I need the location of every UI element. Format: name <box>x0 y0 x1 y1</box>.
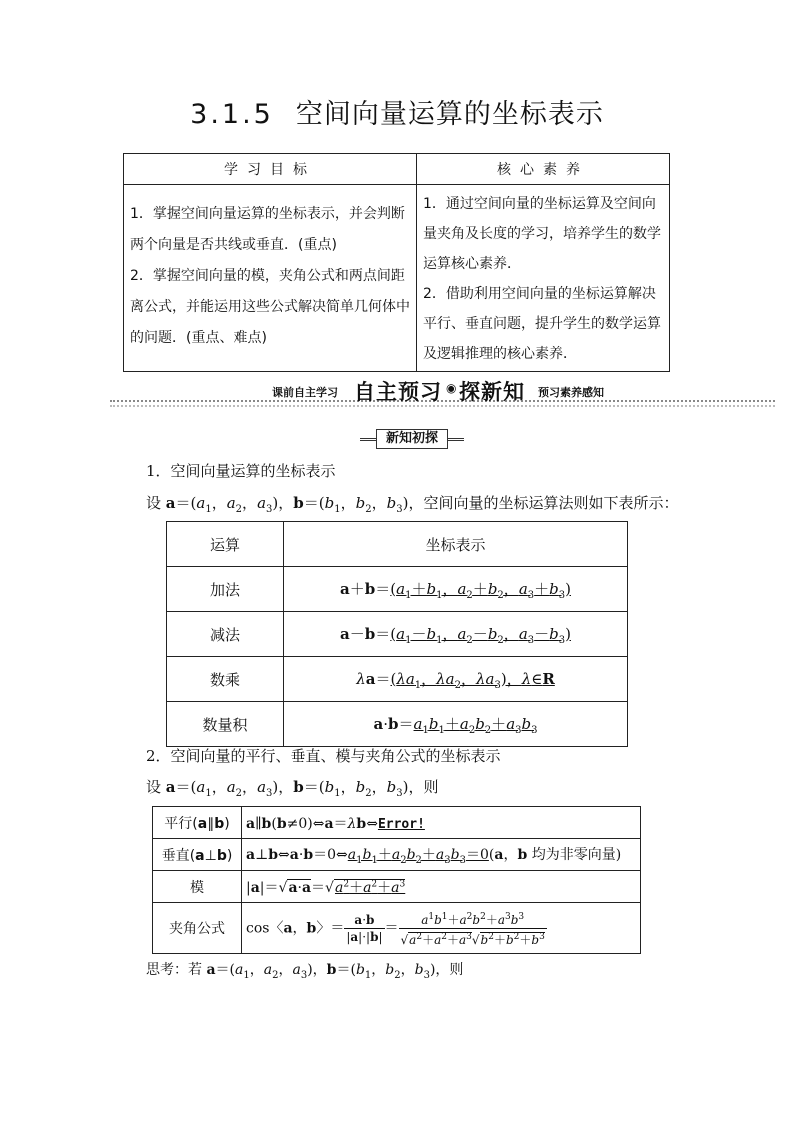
new-knowledge-tag: 新知初探 <box>360 429 464 449</box>
section-number: 3.1.5 <box>190 99 274 130</box>
ops-row-dot: 数量积 <box>167 702 284 747</box>
core-item: 2．借助利用空间向量的坐标运算解决平行、垂直问题，提升学生的数学运算及逻辑推理的核心素养． <box>423 286 661 362</box>
section-banner <box>110 376 775 406</box>
section1-intro: 设 $a=(a_1$，$a_2$，$a_3$)，$b=(b_1$，$b_2$，$b_3$)，空间向量的坐标运算法则如下表所示： <box>146 494 679 515</box>
think-label: 思考：若 <box>146 962 202 978</box>
banner-main-1: 自主预习 <box>354 380 442 404</box>
ops-add-formula: $a+b=(a_1+b_1$，$a_2+b_2$，$a_3+b_3$) <box>284 567 628 612</box>
operations-table <box>166 521 628 747</box>
page-title <box>0 92 794 131</box>
section2-intro-suffix: ，则 <box>408 778 439 796</box>
ops-scalar-formula: $\lambda a=(\lambda a_1$，$\lambda a_2$，$\lambda a_3$)，λ∈R <box>284 657 628 702</box>
ops-row-add: 加法 <box>167 567 284 612</box>
goal-item: 1．掌握空间向量运算的坐标表示，并会判断两个向量是否共线或垂直．(重点) <box>130 206 405 253</box>
goals-learning-cell <box>124 185 417 372</box>
goals-header-learning: 学习目标 <box>124 154 417 185</box>
section1-heading: 1．空间向量运算的坐标表示 <box>146 462 336 480</box>
ops-sub-formula: $a-b=(a_1-b_1$，$a_2-b_2$，$a_3-b_3$) <box>284 612 628 657</box>
section2-heading: 2．空间向量的平行、垂直、模与夹角公式的坐标表示 <box>146 747 501 765</box>
formula-row-perp: 垂直(a⊥b) <box>153 839 242 871</box>
think-line: 思考：若 $a=(a_1$，$a_2$，$a_3$)，$b=(b_1$，$b_2$，$b_3$)，则 <box>146 962 464 981</box>
ops-header-op: 运算 <box>167 522 284 567</box>
goal-item: 2．掌握空间向量的模，夹角公式和两点间距离公式，并能运用这些公式解决简单几何体中的问题．(重点、难点) <box>130 268 410 346</box>
ops-header-coord: 坐标表示 <box>284 522 628 567</box>
formula-row-parallel: 平行(a∥b) <box>153 807 242 839</box>
angle-formula: cos〈a，b〉＝ $\frac{a\cdot b}{|a|\cdot|b|}$ ＝ $\frac{a^1b^1+a^2b^2+a^3b^3}{√a^2+a^2+a^3√b^2+b^2+b^3}$ <box>242 903 641 954</box>
section-title: 空间向量运算的坐标表示 <box>295 99 604 130</box>
error-text: Error! <box>377 816 425 832</box>
formula-table <box>152 806 641 954</box>
perp-formula: $a\perp b\Leftrightarrow a\cdot b=0\Leftrightarrow a_1b_1+a_2b_2+a_3b_3=0(a$，b 均为非零向量) <box>242 839 641 871</box>
formula-row-modulus: 模 <box>153 871 242 903</box>
goals-header-core: 核心素养 <box>417 154 670 185</box>
parallel-formula: a∥b(b≠0)⇔a＝λb⇔Error! <box>242 807 641 839</box>
ops-dot-formula: $a\cdot b=a_1b_1+a_2b_2+a_3b_3$ <box>284 702 628 747</box>
banner-right-text: 预习素养感知 <box>538 386 604 399</box>
goals-table <box>123 153 670 372</box>
section2-intro: 设 $a=(a_1$，$a_2$，$a_3$)，$b=(b_1$，$b_2$，$b_3$)，则 <box>146 778 439 799</box>
core-item: 1．通过空间向量的坐标运算及空间向量夹角及长度的学习，培养学生的数学运算核心素养． <box>423 196 661 272</box>
formula-row-angle: 夹角公式 <box>153 903 242 954</box>
modulus-formula: $|a|=√a\cdot a=√a^2+a^2+a^3$ <box>242 871 641 903</box>
perp-note: 均为非零向量) <box>531 846 622 863</box>
arrow-icon: ◉ <box>446 381 457 395</box>
banner-left-text: 课前自主学习 <box>272 386 338 399</box>
goals-core-cell <box>417 185 670 372</box>
section1-intro-suffix: ，空间向量的坐标运算法则如下表所示： <box>408 494 679 512</box>
ops-row-scalar: 数乘 <box>167 657 284 702</box>
banner-main-2: 探新知 <box>459 380 525 404</box>
ops-row-sub: 减法 <box>167 612 284 657</box>
